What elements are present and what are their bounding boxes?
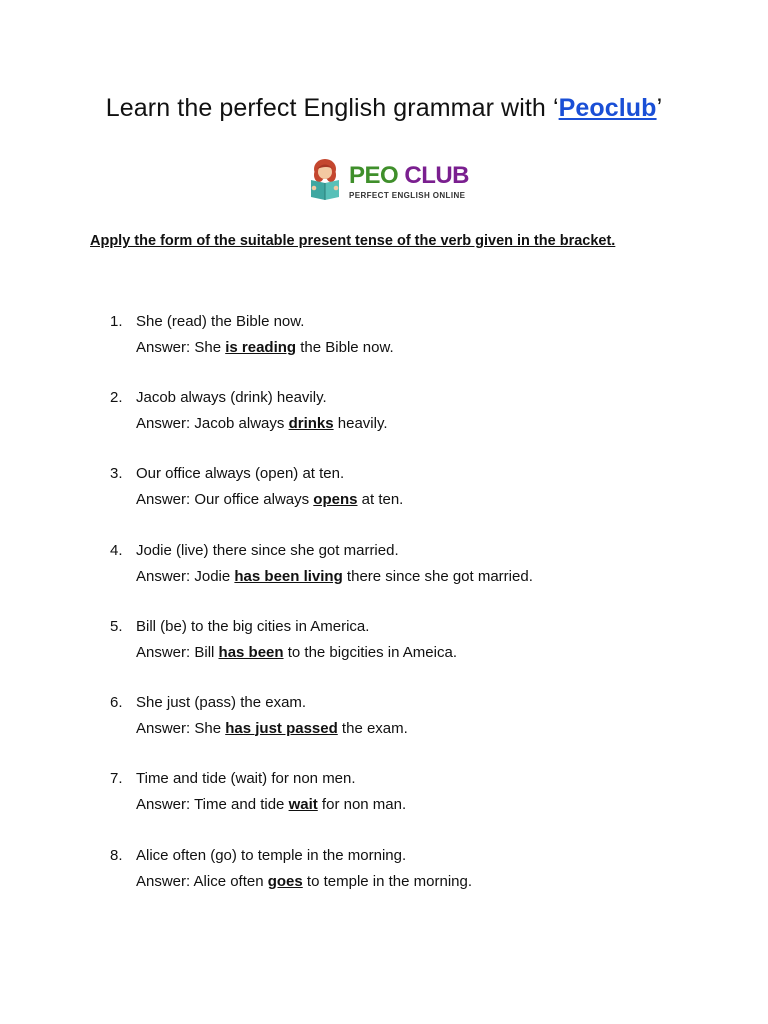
answer-suffix: for non man. bbox=[317, 795, 407, 813]
answer-key: opens bbox=[313, 490, 358, 508]
question-text: She just (pass) the exam. bbox=[136, 694, 307, 711]
answer-suffix: to the bigcities in Ameica. bbox=[283, 643, 457, 661]
answer-suffix: the exam. bbox=[337, 719, 408, 737]
item-number: 4. bbox=[110, 542, 123, 559]
answer-prefix: Answer: She bbox=[136, 338, 226, 356]
list-item bbox=[0, 309, 768, 361]
item-number: 2. bbox=[110, 389, 123, 406]
page-title bbox=[0, 94, 768, 123]
answer-prefix: Answer: Bill bbox=[136, 643, 219, 661]
instruction-heading: Apply the form of the suitable present tense of the verb given in the bracket. bbox=[90, 233, 616, 249]
title-suffix: ’ bbox=[656, 94, 663, 122]
list-item bbox=[0, 690, 768, 742]
list-item bbox=[0, 385, 768, 437]
peo-club-logo bbox=[309, 158, 479, 204]
list-item bbox=[0, 766, 768, 818]
question-text: Alice often (go) to temple in the morning. bbox=[136, 847, 407, 864]
answer-key: wait bbox=[288, 795, 318, 813]
answer-suffix: to temple in the morning. bbox=[302, 872, 473, 890]
question-text: Time and tide (wait) for non men. bbox=[136, 770, 356, 787]
answer-prefix: Answer: Jodie bbox=[136, 567, 235, 585]
list-item bbox=[0, 843, 768, 895]
question-text: She (read) the Bible now. bbox=[136, 313, 305, 330]
answer-prefix: Answer: Alice often bbox=[136, 872, 268, 890]
item-number: 1. bbox=[110, 313, 123, 330]
answer-line bbox=[136, 487, 403, 513]
logo-peo-text: PEO bbox=[349, 162, 399, 189]
answer-line bbox=[136, 792, 406, 818]
answer-key: drinks bbox=[288, 414, 334, 432]
list-item bbox=[0, 538, 768, 590]
answer-suffix: the Bible now. bbox=[296, 338, 394, 356]
answer-suffix: heavily. bbox=[333, 414, 388, 432]
answer-line bbox=[136, 411, 388, 437]
list-item bbox=[0, 461, 768, 513]
item-number: 7. bbox=[110, 770, 123, 787]
question-text: Jacob always (drink) heavily. bbox=[136, 389, 327, 406]
logo-wordmark bbox=[349, 162, 469, 190]
question-text: Jodie (live) there since she got married. bbox=[136, 542, 399, 559]
item-number: 8. bbox=[110, 847, 123, 864]
list-item bbox=[0, 614, 768, 666]
title-prefix: Learn the perfect English grammar with ‘ bbox=[105, 94, 559, 122]
peoclub-link[interactable]: Peoclub bbox=[558, 94, 657, 122]
answer-line bbox=[136, 335, 394, 361]
answer-suffix: there since she got married. bbox=[342, 567, 533, 585]
answer-prefix: Answer: Time and tide bbox=[136, 795, 289, 813]
question-text: Our office always (open) at ten. bbox=[136, 465, 345, 482]
answer-key: has been bbox=[218, 643, 284, 661]
answer-key: is reading bbox=[225, 338, 297, 356]
answer-prefix: Answer: Our office always bbox=[136, 490, 314, 508]
answer-line bbox=[136, 564, 533, 590]
logo-tagline: PERFECT ENGLISH ONLINE bbox=[349, 191, 466, 200]
answer-line bbox=[136, 716, 408, 742]
answer-line bbox=[136, 869, 472, 895]
answer-suffix: at ten. bbox=[357, 490, 404, 508]
reading-girl-icon bbox=[309, 158, 345, 204]
answer-key: goes bbox=[267, 872, 303, 890]
answer-prefix: Answer: Jacob always bbox=[136, 414, 289, 432]
answer-prefix: Answer: She bbox=[136, 719, 226, 737]
item-number: 6. bbox=[110, 694, 123, 711]
answer-key: has been living bbox=[234, 567, 343, 585]
answer-key: has just passed bbox=[225, 719, 338, 737]
item-number: 5. bbox=[110, 618, 123, 635]
logo-club-text: CLUB bbox=[404, 162, 470, 189]
answer-line bbox=[136, 640, 457, 666]
item-number: 3. bbox=[110, 465, 123, 482]
question-text: Bill (be) to the big cities in America. bbox=[136, 618, 370, 635]
